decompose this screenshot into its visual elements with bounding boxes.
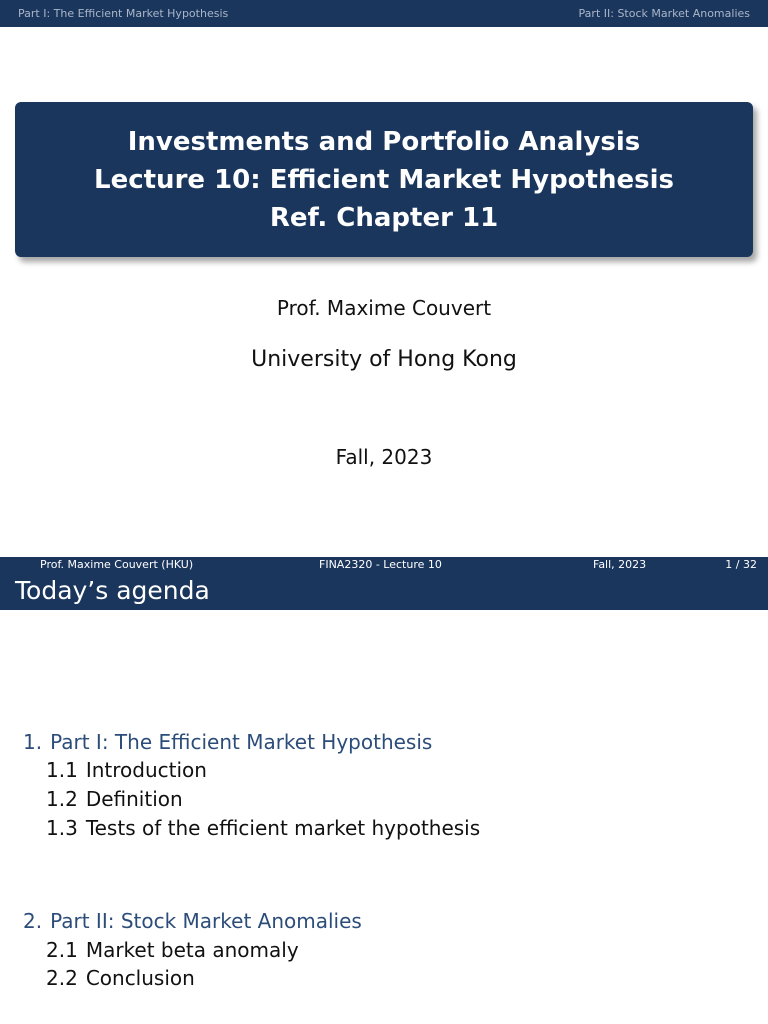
item-number: 2.1 (46, 938, 78, 962)
agenda-header (0, 573, 768, 610)
section-label: Part I: The Efficient Market Hypothesis (50, 730, 433, 754)
author-name: Prof. Maxime Couvert (276, 296, 492, 320)
item-number: 1.1 (46, 758, 78, 782)
item-label: Market beta anomaly (85, 938, 299, 962)
footer-date: Fall, 2023 (593, 558, 647, 571)
title-line-lecture: Lecture 10: Efficient Market Hypothesis (94, 165, 674, 195)
footer-course: FINA2320 - Lecture 10 (319, 558, 442, 571)
item-number: 1.3 (46, 816, 78, 840)
footer-author: Prof. Maxime Couvert (HKU) (40, 558, 194, 571)
item-number: 2.2 (46, 966, 78, 990)
section-navigation-bar (0, 0, 768, 27)
presentation-date: Fall, 2023 (335, 445, 433, 469)
nav-part-2-link[interactable]: Part II: Stock Market Anomalies (578, 7, 750, 20)
footer-page-number: 1 / 32 (725, 558, 757, 571)
agenda-item-1-1[interactable] (46, 758, 207, 782)
section-number: 1. (23, 730, 43, 754)
title-line-reference: Ref. Chapter 11 (269, 203, 499, 233)
agenda-section-1[interactable] (23, 730, 432, 754)
item-label: Tests of the efficient market hypothesis (85, 816, 481, 840)
agenda-item-2-2[interactable] (46, 966, 195, 990)
agenda-list (0, 610, 768, 1024)
slide-footer (0, 557, 768, 573)
section-label: Part II: Stock Market Anomalies (50, 909, 362, 933)
section-number: 2. (23, 909, 43, 933)
item-number: 1.2 (46, 787, 78, 811)
agenda-section-2[interactable] (23, 909, 362, 933)
item-label: Definition (85, 787, 183, 811)
institution-name: University of Hong Kong (251, 347, 517, 372)
title-box (15, 102, 753, 257)
agenda-item-1-3[interactable] (46, 816, 480, 840)
agenda-title: Today’s agenda (15, 576, 210, 605)
agenda-item-2-1[interactable] (46, 938, 299, 962)
item-label: Conclusion (85, 966, 195, 990)
nav-part-1-link[interactable]: Part I: The Efficient Market Hypothesis (18, 7, 229, 20)
agenda-item-1-2[interactable] (46, 787, 183, 811)
item-label: Introduction (85, 758, 207, 782)
title-line-course: Investments and Portfolio Analysis (127, 127, 641, 157)
